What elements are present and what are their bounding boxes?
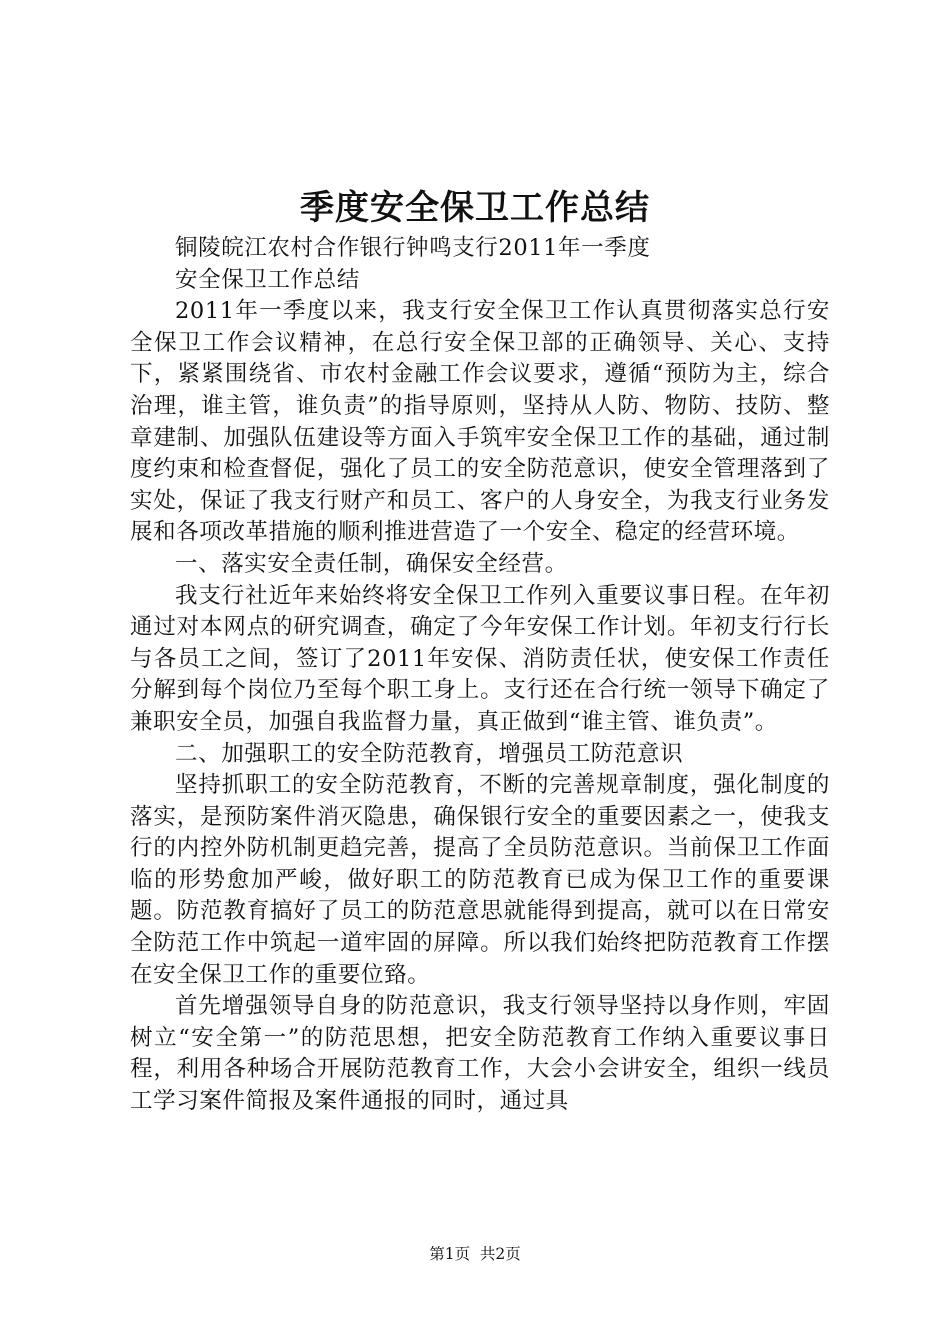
paragraph-header-line-2: 安全保卫工作总结	[175, 266, 360, 293]
paragraph-section-1: 我支行社近年来始终将安全保卫工作列入重要议事日程。在年初通过对本网点的研究调查，确定了今年安保工作计划。年初支行行长与各员工之间，签订了2011年安保、消防责任状，使安保工作责任分解到每个岗位乃至每个职工身上。支行还在合行统一领导下确定了兼职安全员，加强自我监督力量，真正做到“谁主管、谁负责”。	[130, 582, 830, 735]
paragraph-section-2b: 首先增强领导自身的防范意识，我支行领导坚持以身作则，牢固树立“安全第一”的防范思想，把安全防范教育工作纳入重要议事日程，利用各种场合开展防范教育工作，大会小会讲安全，组织一线员工学习案件简报及案件通报的同时，通过具	[130, 993, 830, 1115]
page-footer: 第1页 共2页	[429, 1245, 521, 1263]
paragraph-header-line-1: 铜陵皖江农村合作银行钟鸣支行2011年一季度	[175, 235, 651, 261]
paragraph-intro: 2011年一季度以来，我支行安全保卫工作认真贯彻落实总行安全保卫工作会议精神，在总行安全保卫部的正确领导、关心、支持下，紧紧围绕省、市农村金融工作会议要求，遵循“预防为主，综合治理，谁主管，谁负责”的指导原则，坚持从人防、物防、技防、整章建制、加强队伍建设等方面入手筑牢安全保卫工作的基础，通过制度约束和检查督促，强化了员工的安全防范意识，使安全管理落到了实处，保证了我支行财产和员工、客户的人身安全，为我支行业务发展和各项改革措施的顺利推进营造了一个安全、稳定的经营环境。	[130, 298, 830, 546]
document-body	[130, 233, 830, 1118]
section-heading-2: 二、加强职工的安全防范教育，增强员工防范意识	[175, 740, 684, 767]
document-title: 季度安全保卫工作总结	[300, 188, 650, 228]
paragraph-section-2a: 坚持抓职工的安全防范教育，不断的完善规章制度，强化制度的落实，是预防案件消灭隐患，确保银行安全的重要因素之一，使我支行的内控外防机制更趋完善，提高了全员防范意识。当前保卫工作面临的形势愈加严峻，做好职工的防范教育已成为保卫工作的重要课题。防范教育搞好了员工的防范意思就能得到提高，就可以在日常安全防范工作中筑起一道牢固的屏障。所以我们始终把防范教育工作摆在安全保卫工作的重要位臵。	[130, 772, 830, 988]
section-heading-1: 一、落实安全责任制，确保安全经营。	[175, 550, 568, 577]
